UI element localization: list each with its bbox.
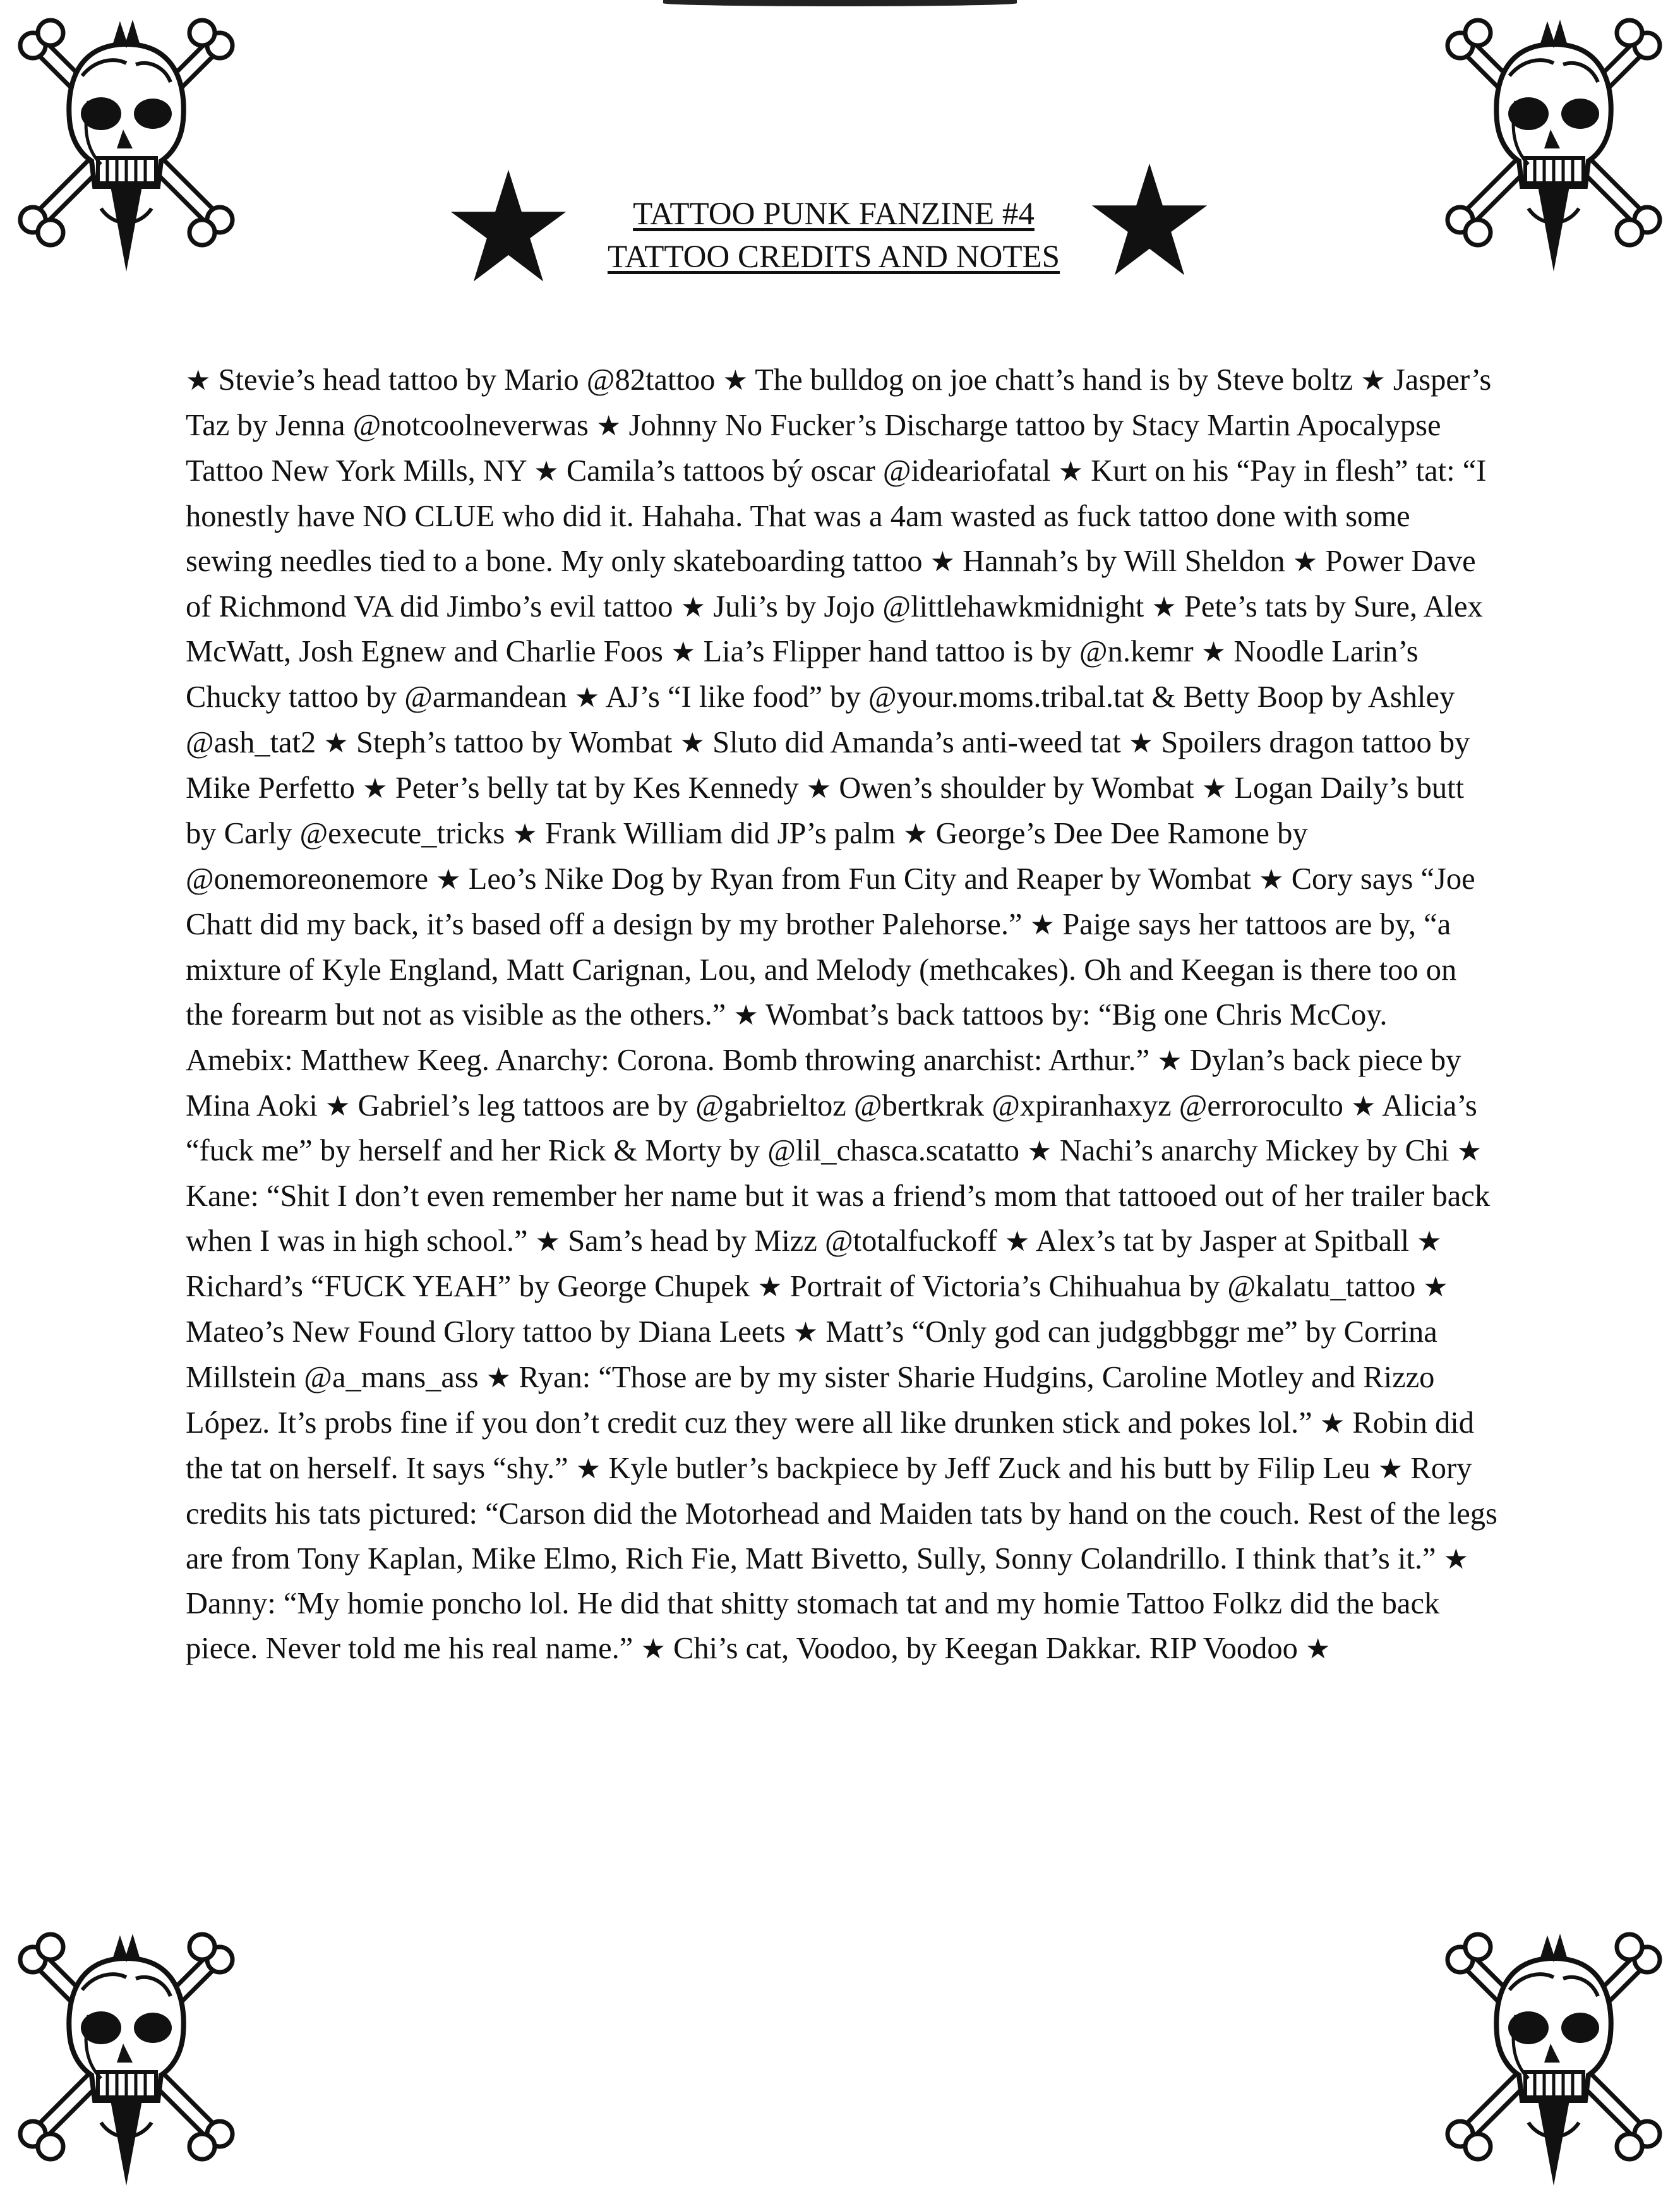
separator-star-icon: ★ — [903, 818, 928, 851]
skull-crossbones-icon — [1434, 1920, 1674, 2198]
separator-star-icon: ★ — [325, 1090, 351, 1123]
credit-item: Power Dave of Richmond VA did Jimbo’s evil tattoo — [186, 544, 1476, 624]
credit-item: Sam’s head by Mizz @totalfuckoff — [568, 1224, 997, 1258]
separator-star-icon: ★ — [670, 636, 696, 669]
separator-star-icon: ★ — [1292, 545, 1318, 578]
separator-star-icon: ★ — [1004, 1226, 1030, 1258]
credit-item: Frank William did JP’s palm — [544, 817, 896, 851]
credit-item: The bulldog on joe chatt’s hand is by Steve boltz — [755, 363, 1353, 397]
credit-item: Mateo’s New Found Glory tattoo by Diana Leets — [186, 1315, 786, 1349]
separator-star-icon: ★ — [486, 1361, 512, 1394]
credit-item: Jasper’s Taz by Jenna @notcoolneverwas — [186, 363, 1492, 442]
title-line-1: TATTOO PUNK FANZINE #4 — [633, 196, 1035, 232]
credit-item: Paige says her tattoos are by, “a mixture of Kyle England, Matt Carignan, Lou, and Melody (methcakes). Oh and Keegan is there too on the forearm but not as visible as the others.” — [186, 907, 1457, 1032]
separator-star-icon: ★ — [680, 591, 706, 624]
separator-star-icon: ★ — [534, 455, 559, 488]
skull-crossbones-icon — [1434, 6, 1674, 284]
separator-star-icon: ★ — [1360, 364, 1386, 397]
credit-item: Juli’s by Jojo @littlehawkmidnight — [713, 589, 1144, 624]
separator-star-icon: ★ — [1151, 591, 1177, 624]
credit-item: Matt’s “Only god can judggbbggr me” by Corrina Millstein @a_mans_ass — [186, 1315, 1437, 1394]
credit-item: Alex’s tat by Jasper at Spitball — [1035, 1224, 1410, 1258]
separator-star-icon: ★ — [930, 545, 956, 578]
separator-star-icon: ★ — [1128, 727, 1154, 760]
separator-star-icon: ★ — [436, 863, 461, 896]
credit-item: Dylan’s back piece by Mina Aoki — [186, 1043, 1461, 1123]
credit-item: Johnny No Fucker’s Discharge tattoo by Stacy Martin Apocalypse Tattoo New York Mills, NY — [186, 408, 1441, 488]
separator-star-icon: ★ — [1319, 1407, 1345, 1440]
skull-crossbones-icon — [6, 6, 246, 284]
separator-star-icon: ★ — [723, 364, 748, 397]
credit-item: Pete’s tats by Sure, Alex McWatt, Josh Egnew and Charlie Foos — [186, 589, 1483, 669]
skull-crossbones-icon — [6, 1920, 246, 2198]
separator-star-icon: ★ — [1027, 1135, 1052, 1168]
separator-star-icon: ★ — [1201, 773, 1227, 805]
separator-star-icon: ★ — [1305, 1633, 1331, 1666]
separator-star-icon: ★ — [574, 682, 600, 714]
separator-star-icon: ★ — [1423, 1271, 1448, 1304]
credit-item: Chi’s cat, Voodoo, by Keegan Dakkar. RIP Voodoo — [673, 1632, 1298, 1666]
credit-item: Kyle butler’s backpiece by Jeff Zuck and his butt by Filip Leu — [608, 1451, 1371, 1485]
credits-paragraph — [186, 358, 1499, 1672]
credit-item: Sluto did Amanda’s anti-weed tat — [712, 726, 1121, 760]
credit-item: Owen’s shoulder by Wombat — [839, 771, 1194, 805]
credit-item: Rory credits his tats pictured: “Carson did the Motorhead and Maiden tats by hand on the couch. Rest of the legs are from Tony Kaplan, Mike Elmo, Rich Fie, Matt Bivetto, Sully, Sonny Colandrillo. I think that’s it.” — [186, 1451, 1497, 1575]
separator-star-icon: ★ — [1351, 1090, 1376, 1123]
separator-star-icon: ★ — [1201, 636, 1227, 669]
separator-star-icon: ★ — [575, 1452, 601, 1485]
credit-item: Camila’s tattoos bý oscar @ideariofatal — [566, 454, 1051, 488]
separator-star-icon: ★ — [733, 999, 759, 1032]
credit-item: Richard’s “FUCK YEAH” by George Chupek — [186, 1270, 750, 1304]
credit-item: Logan Daily’s butt by Carly @execute_tricks — [186, 771, 1465, 851]
separator-star-icon: ★ — [680, 727, 705, 760]
credit-item: George’s Dee Dee Ramone by @onemoreonemore — [186, 817, 1308, 896]
separator-star-icon: ★ — [793, 1316, 819, 1349]
credit-item: Ryan: “Those are by my sister Sharie Hudgins, Caroline Motley and Rizzo López. It’s probs fine if you don’t credit cuz they were all like drunken stick and pokes lol.” — [186, 1360, 1435, 1440]
separator-star-icon: ★ — [596, 409, 621, 442]
separator-star-icon: ★ — [1029, 908, 1055, 941]
credit-item: Hannah’s by Will Sheldon — [963, 544, 1285, 578]
separator-star-icon: ★ — [1377, 1452, 1403, 1485]
credit-item: AJ’s “I like food” by @your.moms.tribal.tat & Betty Boop by Ashley @ash_tat2 — [186, 680, 1455, 760]
credit-item: Spoilers dragon tattoo by Mike Perfetto — [186, 726, 1470, 805]
credit-item: Alicia’s “fuck me” by herself and her Rick & Morty by @lil_chasca.scatatto — [186, 1088, 1477, 1168]
credit-item: Steph’s tattoo by Wombat — [356, 726, 673, 760]
separator-star-icon: ★ — [1456, 1135, 1482, 1168]
separator-star-icon: ★ — [640, 1633, 666, 1666]
credit-item: Stevie’s head tattoo by Mario @82tattoo — [218, 363, 716, 397]
separator-star-icon: ★ — [186, 364, 211, 397]
separator-star-icon: ★ — [1417, 1226, 1442, 1258]
credit-item: Noodle Larin’s Chucky tattoo by @armandean — [186, 635, 1419, 714]
credit-item: Wombat’s back tattoos by: “Big one Chris McCoy. Amebix: Matthew Keeg. Anarchy: Corona. Bomb throwing anarchist: Arthur.” — [186, 997, 1388, 1077]
credit-item: Peter’s belly tat by Kes Kennedy — [395, 771, 799, 805]
credit-item: Danny: “My homie poncho lol. He did that shitty stomach tat and my homie Tattoo Folkz did the back piece. Never told me his real name.” — [186, 1587, 1440, 1666]
credit-item: Robin did the tat on herself. It says “shy.” — [186, 1406, 1475, 1485]
separator-star-icon: ★ — [806, 773, 832, 805]
credit-item: Nachi’s anarchy Mickey by Chi — [1059, 1134, 1449, 1168]
separator-star-icon: ★ — [757, 1271, 783, 1304]
separator-star-icon: ★ — [535, 1226, 561, 1258]
separator-star-icon: ★ — [363, 773, 388, 805]
credit-item: Portrait of Victoria’s Chihuahua by @kalatu_tattoo — [789, 1270, 1416, 1304]
scan-edge-shadow — [663, 0, 1017, 6]
credit-item: Leo’s Nike Dog by Ryan from Fun City and Reaper by Wombat — [468, 862, 1251, 896]
separator-star-icon: ★ — [1058, 455, 1083, 488]
credit-item: Kane: “Shit I don’t even remember her name but it was a friend’s mom that tattooed out of her trailer back when I was in high school.” — [186, 1179, 1491, 1258]
title-line-2: TATTOO CREDITS AND NOTES — [607, 239, 1060, 275]
credit-item: Lia’s Flipper hand tattoo is by @n.kemr — [703, 635, 1194, 669]
separator-star-icon: ★ — [323, 727, 349, 760]
separator-star-icon: ★ — [512, 818, 537, 851]
page-title — [549, 193, 1118, 279]
separator-star-icon: ★ — [1443, 1543, 1469, 1575]
credit-item: Gabriel’s leg tattoos are by @gabrieltoz @bertkrak @xpiranhaxyz @erroroculto — [357, 1088, 1343, 1123]
credit-item: Kurt on his “Pay in flesh” tat: “I honestly have NO CLUE who did it. Hahaha. That was a 4am wasted as fuck tattoo done with some sewing needles tied to a bone. My only skateboarding tattoo — [186, 454, 1487, 578]
separator-star-icon: ★ — [1157, 1044, 1182, 1077]
credit-item: Cory says “Joe Chatt did my back, it’s based off a design by my brother Palehorse.” — [186, 862, 1475, 941]
separator-star-icon: ★ — [1259, 863, 1284, 896]
